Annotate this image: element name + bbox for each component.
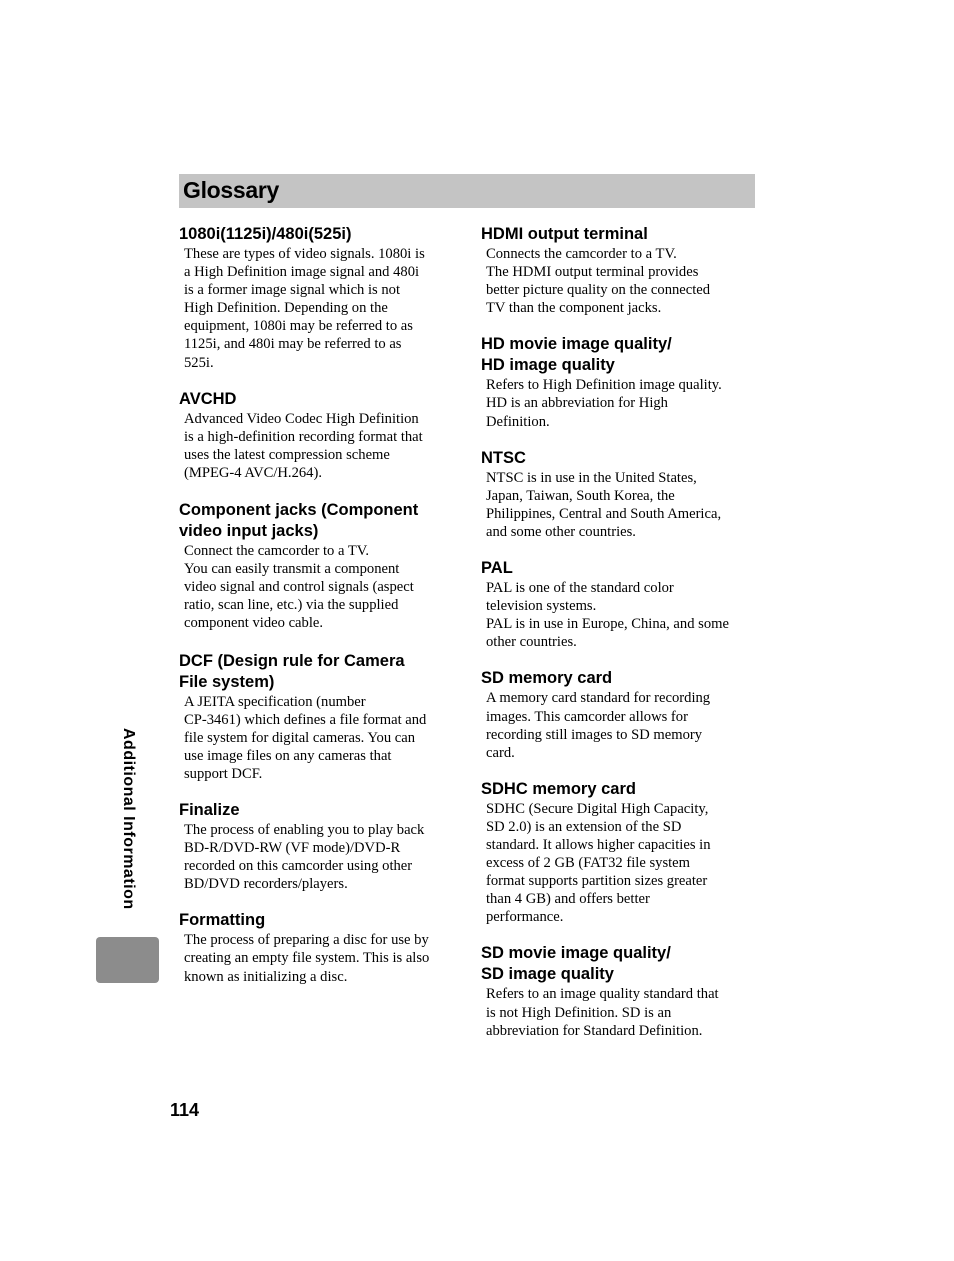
page-number: 114 xyxy=(170,1100,200,1120)
glossary-entry xyxy=(481,334,753,430)
glossary-term: Formatting xyxy=(179,911,266,930)
section-tab xyxy=(96,937,159,983)
glossary-definition: The process of enabling you to play back BD-R/DVD-RW (VF mode)/DVD-R recorded on this camcorder using other BD/DVD recorders/players. xyxy=(184,821,425,893)
glossary-term: DCF (Design rule for Camera File system) xyxy=(179,651,405,691)
glossary-entry xyxy=(481,943,753,1039)
glossary-definition: The process of preparing a disc for use by creating an empty file system. This is also known as initializing a disc. xyxy=(184,932,430,985)
glossary-definition: Connect the camcorder to a TV. You can easily transmit a component video signal and control signals (aspect ratio, scan line, etc.) via the supplied component video cable. xyxy=(184,543,414,632)
glossary-entry xyxy=(179,500,451,632)
glossary-term: SD movie image quality/ SD image quality xyxy=(481,944,671,984)
glossary-term: Component jacks (Component video input jacks) xyxy=(179,501,419,541)
glossary-definition: These are types of video signals. 1080i is a High Definition image signal and 480i is a former image signal which is not High Definition. Depending on the equipment, 1080i may be referred to as 1125i, and 480i may be referred to as 525i. xyxy=(184,246,425,371)
glossary-definition: PAL is one of the standard color television systems. PAL is in use in Europe, China, and some other countries. xyxy=(486,580,729,651)
glossary-term: 1080i(1125i)/480i(525i) xyxy=(179,225,352,243)
glossary-term: AVCHD xyxy=(179,389,237,408)
glossary-term: Finalize xyxy=(179,800,240,819)
glossary-term: SDHC memory card xyxy=(481,779,636,798)
glossary-definition: Advanced Video Codec High Definition is a high-definition recording format that uses the latest compression scheme (MPEG-4 AVC/H.264). xyxy=(184,410,423,481)
glossary-definition: SDHC (Secure Digital High Capacity, SD 2.0) is an extension of the SD standard. It allows higher capacities in excess of 2 GB (FAT32 file system format supports partition sizes greater than 4 GB) and offers better performance. xyxy=(486,800,711,926)
title-bar xyxy=(179,174,755,208)
glossary-definition: A memory card standard for recording images. This camcorder allows for recording still images to SD memory card. xyxy=(486,690,711,761)
glossary-entry xyxy=(179,800,451,893)
left-column xyxy=(179,224,451,986)
glossary-term: PAL xyxy=(481,559,513,578)
glossary-term: HDMI output terminal xyxy=(481,225,648,243)
glossary-entry xyxy=(179,389,451,482)
glossary-definition: Refers to an image quality standard that is not High Definition. SD is an abbreviation for Standard Definition. xyxy=(486,986,719,1039)
glossary-entry xyxy=(481,448,753,541)
glossary-entry xyxy=(481,779,753,927)
glossary-definition: NTSC is in use in the United States, Japan, Taiwan, South Korea, the Philippines, Central and South America, and some other countries. xyxy=(486,469,722,540)
glossary-entry xyxy=(179,651,451,783)
glossary-term: NTSC xyxy=(481,448,526,467)
section-side-label: Additional Information xyxy=(120,728,137,910)
glossary-definition: A JEITA specification (number CP-3461) which defines a file format and file system for digital cameras. You can use image files on any cameras that support DCF. xyxy=(184,693,427,782)
glossary-entry xyxy=(481,558,753,651)
right-column xyxy=(481,224,753,1040)
glossary-entry xyxy=(179,910,451,985)
page-title: Glossary xyxy=(183,177,280,203)
glossary-definition: Refers to High Definition image quality. HD is an abbreviation for High Definition. xyxy=(486,377,722,430)
glossary-entry xyxy=(179,224,451,372)
glossary-term: SD memory card xyxy=(481,669,613,688)
glossary-definition: Connects the camcorder to a TV. The HDMI output terminal provides better picture quality on the connected TV than the component jacks. xyxy=(486,246,711,317)
glossary-term: HD movie image quality/ HD image quality xyxy=(481,335,672,375)
glossary-entry xyxy=(481,668,753,761)
glossary-entry xyxy=(481,224,753,317)
